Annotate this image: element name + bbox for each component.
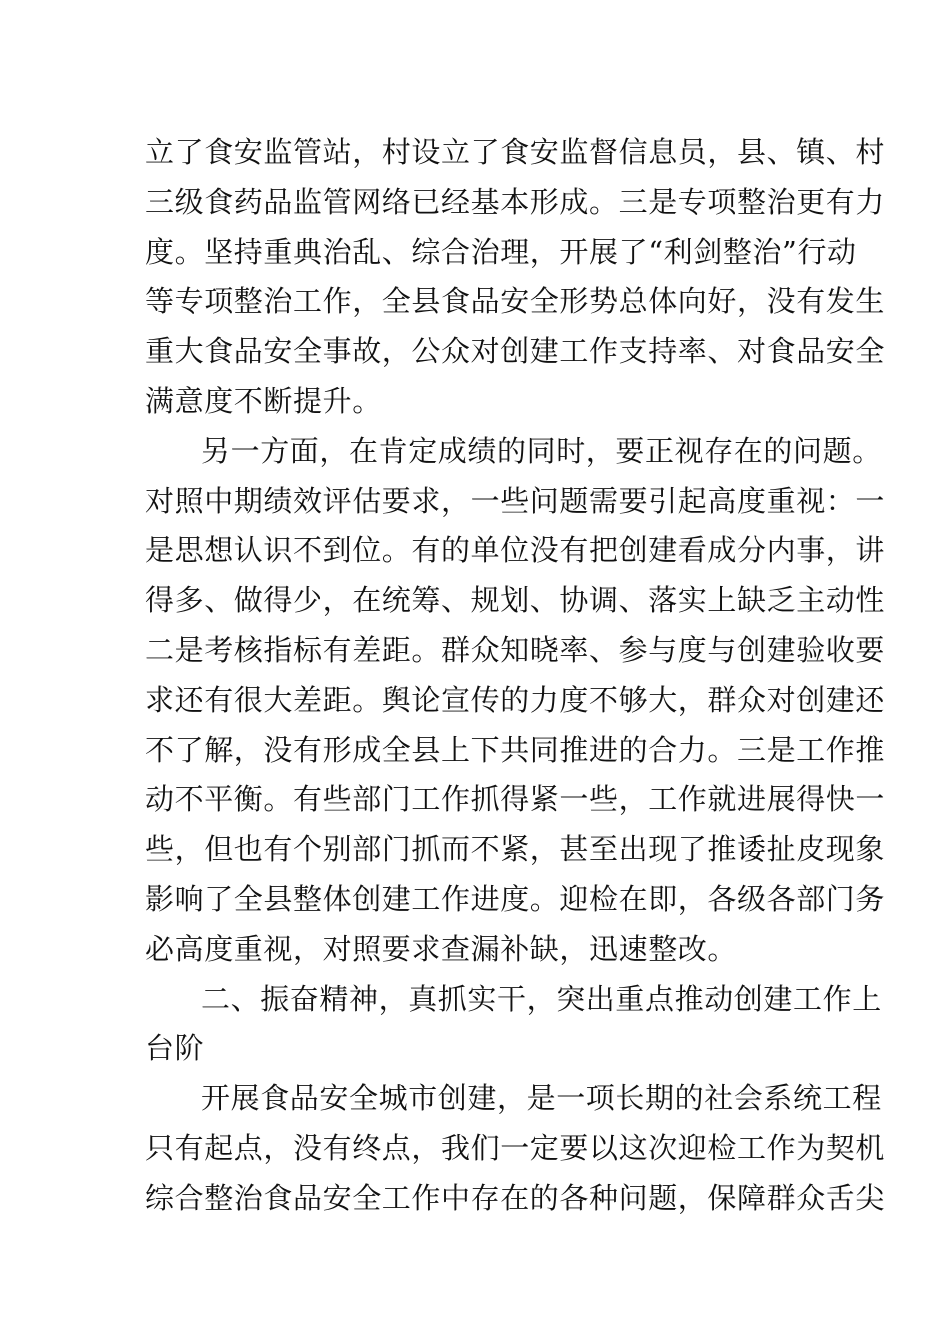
text-line: 另一方面，在肯定成绩的同时，要正视存在的问题。 — [201, 433, 882, 468]
text-line: 是思想认识不到位。有的单位没有把创建看成分内事，讲 — [145, 533, 886, 568]
text-line: 满意度不断提升。 — [145, 383, 382, 418]
document-body — [145, 128, 886, 1224]
text-line: 度。坚持重典治乱、综合治理，开展了“利剑整治”行动 — [145, 234, 857, 269]
text-line: 求还有很大差距。舆论宣传的力度不够大，群众对创建还 — [145, 682, 886, 717]
text-line: 必高度重视，对照要求查漏补缺，迅速整改。 — [145, 931, 738, 966]
text-line: 台阶 — [145, 1031, 205, 1066]
text-line: 二、振奋精神，真抓实干，突出重点推动创建工作上 — [201, 981, 882, 1016]
text-line: 只有起点，没有终点，我们一定要以这次迎检工作为契机 — [145, 1130, 886, 1165]
text-line: 不了解，没有形成全县上下共同推进的合力。三是工作推 — [145, 732, 886, 767]
text-line: 立了食安监管站，村设立了食安监督信息员，县、镇、村 — [145, 135, 886, 169]
text-line: 动不平衡。有些部门工作抓得紧一些，工作就进展得快一 — [145, 782, 886, 817]
text-line: 开展食品安全城市创建，是一项长期的社会系统工程 — [201, 1081, 882, 1116]
text-line: 三级食药品监管网络已经基本形成。三是专项整治更有力 — [145, 184, 886, 219]
text-line: 二是考核指标有差距。群众知晓率、参与度与创建验收要 — [145, 632, 886, 667]
text-line: 对照中期绩效评估要求，一些问题需要引起高度重视：一 — [145, 483, 886, 518]
text-line: 重大食品安全事故，公众对创建工作支持率、对食品安全 — [145, 334, 886, 369]
text-line: 些，但也有个别部门抓而不紧，甚至出现了推诿扯皮现象 — [145, 832, 886, 867]
text-line: 得多、做得少，在统筹、规划、协调、落实上缺乏主动性 — [145, 583, 886, 618]
text-line: 等专项整治工作，全县食品安全形势总体向好，没有发生 — [145, 284, 886, 319]
text-line: 影响了全县整体创建工作进度。迎检在即，各级各部门务 — [145, 881, 886, 916]
text-line: 综合整治食品安全工作中存在的各种问题，保障群众舌尖 — [145, 1180, 886, 1215]
